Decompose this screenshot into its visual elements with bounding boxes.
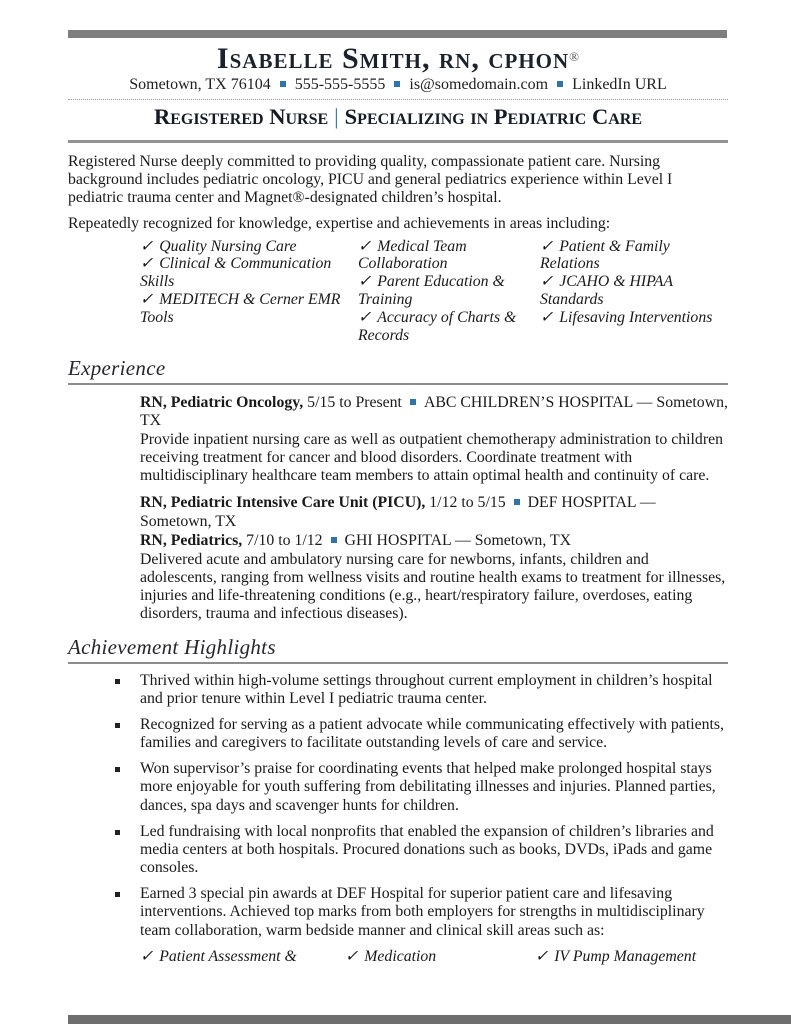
skill-item	[540, 273, 718, 309]
square-bullet-icon	[115, 892, 120, 897]
check-icon: ✓	[345, 947, 359, 965]
achievement-item	[140, 823, 728, 877]
credentials-text: rn, cphon	[439, 42, 570, 75]
achievement-text: Earned 3 special pin awards at DEF Hospital for superior patient care and lifesaving interventions. Achieved top marks from both employers for strengths in multidisciplinary team collaboration, warm bedside manner and clinical skill areas such as:	[140, 885, 705, 939]
achievement-item	[140, 760, 728, 814]
experience-heading: Experience	[68, 357, 728, 385]
bullet-square-icon	[557, 81, 563, 87]
check-icon: ✓	[140, 291, 154, 309]
check-icon: ✓	[358, 308, 372, 326]
skill-label: Patient & Family Relations	[540, 237, 670, 273]
summary-paragraph: Registered Nurse deeply committed to providing quality, compassionate patient care. Nursing background includes pediatric oncology, PICU and general pediatrics experience within Level I pediatric trauma center and Magnet®-designated children’s hospital.	[68, 152, 673, 207]
resume-content	[68, 44, 728, 966]
skill-item	[535, 948, 728, 966]
check-icon: ✓	[140, 947, 154, 965]
achievements-list	[140, 672, 728, 940]
skill-label: Quality Nursing Care	[159, 237, 297, 255]
job-dates: 7/10 to 1/12	[246, 531, 323, 549]
skill-label: Clinical & Communication Skills	[140, 255, 332, 291]
check-icon: ✓	[358, 237, 372, 255]
title-role: Registered Nurse	[153, 104, 329, 129]
skill-label: Accuracy of Charts & Records	[358, 308, 517, 344]
job-description: Delivered acute and ambulatory nursing care for newborns, infants, children and adolescents, ranging from wellness visits and routine health exams to treatment for illnesses, injuries and life-threatening conditions (e.g., heart/respiratory failure, overdoses, eating disorders, trauma and infectious diseases).	[140, 550, 726, 623]
resume-title	[68, 104, 728, 130]
skills-column-1	[140, 238, 358, 345]
bullet-square-icon	[394, 81, 400, 87]
skill-label: Medication	[364, 947, 437, 965]
job-title: RN, Pediatric Intensive Care Unit (PICU),	[140, 494, 426, 512]
registered-mark: ®	[569, 49, 580, 64]
bullet-square-icon	[514, 499, 520, 505]
skill-label: Lifesaving Interventions	[559, 308, 713, 326]
job-header	[140, 394, 728, 430]
skills-grid	[140, 238, 728, 345]
skill-label: MEDITECH & Cerner EMR Tools	[140, 291, 341, 326]
skill-label: Parent Education & Training	[358, 273, 505, 309]
achievement-text: Led fundraising with local nonprofits that enabled the expansion of children’s libraries and media centers at both hospitals. Procured donations such as books, DVDs, iPads and game consoles.	[140, 822, 714, 877]
contact-line	[68, 76, 728, 94]
job-description: Provide inpatient nursing care as well as outpatient chemotherapy administration to children receiving treatment for cancer and blood disorders. Coordinate treatment with multidisciplinary healthcare team members to attain optimal health and continuity of care.	[140, 430, 724, 485]
square-bullet-icon	[115, 767, 120, 772]
check-icon: ✓	[540, 273, 554, 291]
achievement-item	[140, 716, 728, 752]
job-header	[140, 532, 728, 550]
skill-label: Patient Assessment &	[159, 947, 297, 965]
candidate-name	[68, 44, 728, 74]
skill-label: Medical Team Collaboration	[358, 237, 467, 273]
skill-item	[345, 948, 535, 966]
skill-label: IV Pump Management	[554, 947, 697, 965]
square-bullet-icon	[115, 723, 120, 728]
achievement-item	[140, 672, 728, 708]
name-text: Isabelle Smith,	[216, 42, 431, 75]
skills-column-3	[540, 238, 728, 345]
square-bullet-icon	[115, 830, 120, 835]
skill-item	[540, 238, 718, 274]
achievement-text: Recognized for serving as a patient advocate while communicating effectively with patients, families and caregivers to facilitate outstanding levels of care and service.	[140, 715, 724, 752]
contact-phone: 555-555-5555	[294, 76, 386, 93]
skill-item	[540, 309, 718, 327]
bullet-square-icon	[331, 537, 337, 543]
job-dates: 1/12 to 5/15	[429, 494, 506, 512]
job-title: RN, Pediatric Oncology,	[140, 393, 304, 411]
skill-item	[140, 948, 345, 966]
achievement-text: Won supervisor’s praise for coordinating events that helped make prolonged hospital stays more enjoyable for youth suffering from debilitating illnesses and injuries. Planned parties, dances, spa days and scavenger hunts for children.	[140, 760, 716, 814]
job-dates: 5/15 to Present	[307, 393, 402, 411]
section-divider	[68, 140, 728, 143]
achievement-text: Thrived within high-volume settings throughout current employment in children’s hospital and prior tenure within Level I pediatric trauma center.	[140, 671, 713, 707]
achievement-item	[140, 885, 728, 939]
check-icon: ✓	[140, 255, 154, 273]
contact-location: Sometown, TX 76104	[129, 76, 271, 93]
contact-linkedin[interactable]: LinkedIn URL	[572, 76, 667, 93]
skill-item	[140, 238, 348, 256]
title-specialty: Specializing in Pediatric Care	[344, 104, 643, 129]
experience-jobs	[140, 394, 728, 624]
skill-item	[140, 255, 348, 291]
job-company: ABC CHILDREN’S HOSPITAL — Sometown, TX	[140, 393, 728, 429]
skills-column-2	[358, 238, 540, 345]
check-icon: ✓	[540, 237, 554, 255]
job-company: DEF HOSPITAL — Sometown, TX	[140, 494, 656, 530]
skill-item	[140, 291, 348, 327]
achievements-heading: Achievement Highlights	[68, 636, 728, 664]
job-title: RN, Pediatrics,	[140, 531, 243, 549]
skill-item	[358, 273, 530, 309]
check-icon: ✓	[535, 947, 549, 965]
clinical-skills-row	[140, 948, 728, 966]
skill-label: JCAHO & HIPAA Standards	[540, 273, 673, 309]
job-header	[140, 494, 728, 530]
title-separator: |	[334, 104, 339, 129]
skill-item	[358, 309, 530, 345]
footer-rule-bar	[68, 1015, 791, 1024]
check-icon: ✓	[358, 273, 372, 291]
recognized-paragraph: Repeatedly recognized for knowledge, expertise and achievements in areas including:	[68, 215, 611, 233]
skill-item	[358, 238, 530, 274]
bullet-square-icon	[410, 399, 416, 405]
job-company: GHI HOSPITAL — Sometown, TX	[344, 531, 572, 549]
square-bullet-icon	[115, 679, 120, 684]
header-rule-bar	[68, 30, 727, 38]
check-icon: ✓	[540, 308, 554, 326]
contact-email[interactable]: is@somedomain.com	[409, 76, 549, 93]
dotted-divider	[68, 99, 728, 100]
bullet-square-icon	[280, 81, 286, 87]
check-icon: ✓	[140, 237, 154, 255]
